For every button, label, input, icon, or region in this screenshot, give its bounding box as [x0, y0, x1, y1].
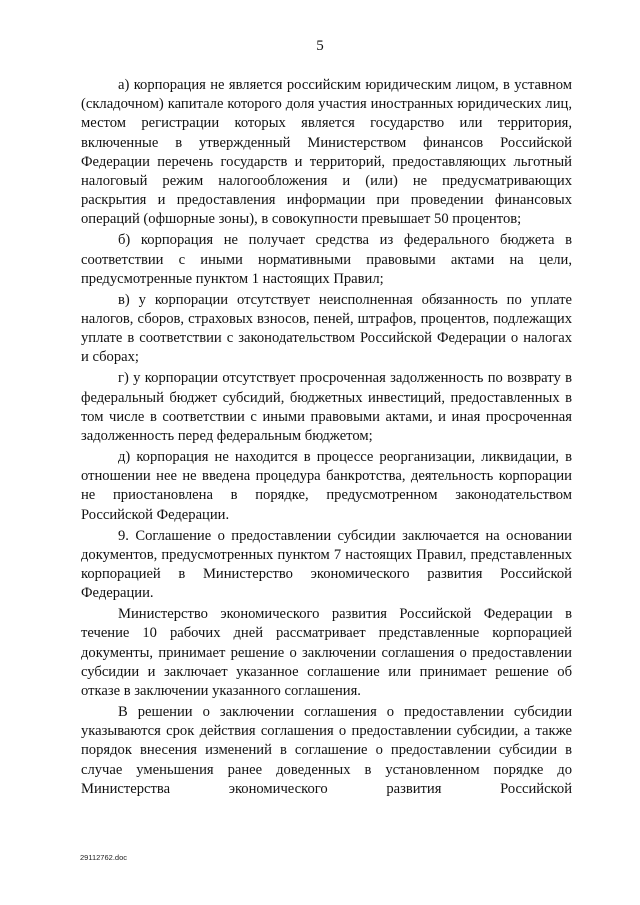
- paragraph-a: а) корпорация не является российским юридическим лицом, в уставном (складочном) капитале которого доля участия иностранных юридических лиц, местом регистрации которых является государство или территория, включенные в утвержденный Министерством финансов Российской Федерации перечень государств и территорий, предоставляющих льготный налоговый режим налогообложения и (или) не предусматривающих раскрытия и предоставления информации при проведении финансовых операций (офшорные зоны), в совокупности превышает 50 процентов;: [81, 77, 572, 228]
- paragraph-b: б) корпорация не получает средства из федерального бюджета в соответствии с иными нормативными правовыми актами на цели, предусмотренные пунктом 1 настоящих Правил;: [81, 232, 572, 287]
- paragraph-d: д) корпорация не находится в процессе реорганизации, ликвидации, в отношении нее не введена процедура банкротства, деятельность корпорации не приостановлена в порядке, предусмотренном законодательством Российской Федерации.: [81, 449, 572, 523]
- document-id: 29112762.doc: [80, 853, 127, 862]
- page-number: 5: [316, 38, 324, 54]
- paragraph-g: г) у корпорации отсутствует просроченная задолженность по возврату в федеральный бюджет субсидий, бюджетных инвестиций, предоставленных в том числе в соответствии с иными правовыми актами, и иная просроченная задолженность перед федеральным бюджетом;: [81, 370, 572, 445]
- paragraph-v: в) у корпорации отсутствует неисполненная обязанность по уплате налогов, сборов, страховых взносов, пеней, штрафов, процентов, подлежащих уплате в соответствии с законодательством Российской Федерации о налогах и сборах;: [81, 291, 572, 366]
- paragraph-decision: В решении о заключении соглашения о предоставлении субсидии указываются срок действия соглашения о предоставлении субсидии, а также порядок внесения изменений в соглашение о предоставлении субсидии в случае уменьшения ранее доведенных в установленном порядке до Министерства экономического развития Российской: [81, 704, 572, 797]
- paragraph-9: 9. Соглашение о предоставлении субсидии заключается на основании документов, предусмотренных пунктом 7 настоящих Правил, представленных корпорацией в Министерство экономического развития Российской Федерации.: [81, 527, 572, 602]
- paragraph-ministry-review: Министерство экономического развития Российской Федерации в течение 10 рабочих дней рассматривает представленные корпорацией документы, принимает решение о заключении соглашения о предоставлении субсидии и заключает указанное соглашение или принимает решение об отказе в заключении указанного соглашения.: [81, 606, 572, 700]
- document-body: [81, 76, 572, 801]
